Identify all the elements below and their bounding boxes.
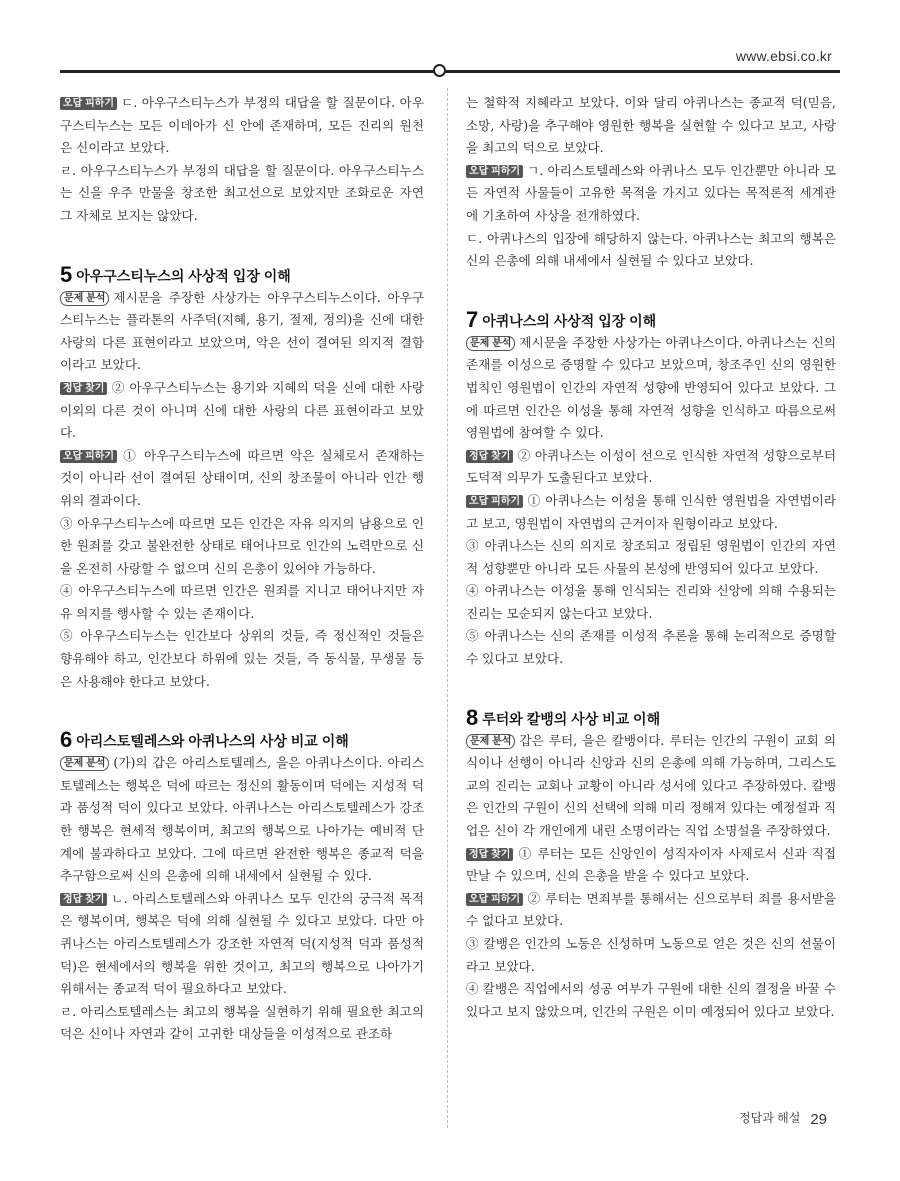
paragraph — [466, 445, 836, 490]
paragraph — [60, 513, 424, 581]
paragraph-text: 제시문을 주장한 사상가는 아우구스티누스이다. 아우구스티누스는 플라톤의 사주덕(지혜, 용기, 절제, 정의)을 신에 대한 사랑의 다른 표현이라고 보았으며, 악은 선이 결여된 의지적 결함이라고 보았다. — [60, 289, 424, 373]
correct-answer-tag: 정답 찾기 — [466, 450, 513, 463]
page-number: 29 — [810, 1111, 827, 1128]
paragraph-text: ③ 칼뱅은 인간의 노동은 신성하며 노동으로 얻은 것은 신의 선물이라고 보았다. — [466, 936, 836, 974]
section-title-text: 루터와 칼뱅의 사상 비교 이해 — [482, 710, 661, 727]
section-title-text: 아리스토텔레스와 아퀴나스의 사상 비교 이해 — [76, 733, 349, 750]
paragraph-text: ④ 칼뱅은 직업에서의 성공 여부가 구원에 대한 신의 결정을 바꿀 수 있다고 보지 않았으며, 인간의 구원은 이미 예정되어 있다고 보았다. — [466, 981, 836, 1019]
paragraph — [60, 377, 424, 445]
paragraph-text: ㄱ. 아리스토텔레스와 아퀴나스 모두 인간뿐만 아니라 모든 자연적 사물들이 고유한 목적을 가지고 있다는 목적론적 세계관에 기초하여 사상을 전개하였다. — [466, 162, 836, 223]
section-title — [60, 729, 424, 752]
paragraph — [466, 843, 836, 888]
section-title-text: 아우구스티누스의 사상적 입장 이해 — [76, 267, 291, 284]
paragraph — [466, 730, 836, 843]
paragraph — [466, 228, 836, 273]
paragraph-text: (가)의 갑은 아리스토텔레스, 을은 아퀴나스이다. 아리스토텔레스는 행복은 덕에 따르는 정신의 활동이며 덕에는 지성적 덕과 품성적 덕이 있다고 보았다. 아퀴나스는 아리스토텔레스가 강조한 행복은 현세적 행복이며, 최고의 행복으로 나아가는 예비적 단계에 불과하다고 보았다. 그에 따르면 완전한 행복은 종교적 덕을 추구함으로써 신의 은총에 의해 내세에서 실현될 수 있다. — [60, 755, 424, 884]
paragraph — [466, 933, 836, 978]
paragraph — [60, 625, 424, 693]
paragraph-text: ④ 아우구스티누스에 따르면 인간은 원죄를 지니고 태어나지만 자유 의지를 행사할 수 있는 존재이다. — [60, 583, 424, 621]
section-title — [466, 306, 836, 332]
paragraph-text: ⑤ 아퀴나스는 신의 존재를 이성적 추론을 통해 논리적으로 증명할 수 있다고 보았다. — [466, 628, 836, 667]
paragraph-text: ① 아퀴나스는 이성을 통해 인식한 영원법을 자연법이라고 보고, 영원법이 자연법의 근거이자 원형이라고 보았다. — [466, 492, 836, 531]
wrong-answer-tag: 오답 피하기 — [466, 165, 523, 178]
section-title — [466, 704, 836, 730]
header-rule-dot — [433, 64, 446, 77]
footer-label: 정답과 해설 — [739, 1111, 801, 1125]
section-number: 5 — [60, 261, 73, 287]
paragraph — [466, 160, 836, 228]
right-column — [466, 92, 836, 1023]
paragraph-text: ③ 아우구스티누스에 따르면 모든 인간은 자유 의지의 남용으로 인한 원죄를 갖고 불완전한 상태로 태어나므로 인간의 노력만으로 신을 온전히 사랑할 수 없으며 신의 은총이 있어야 가능하다. — [60, 515, 424, 576]
paragraph-text: ① 루터는 모든 신앙인이 성직자이자 사제로서 신과 직접 만날 수 있으며, 신의 은총을 받을 수 있다고 보았다. — [466, 845, 836, 884]
left-column — [60, 92, 424, 1046]
section-title — [60, 261, 424, 287]
paragraph — [466, 92, 836, 160]
wrong-answer-tag: 오답 피하기 — [60, 97, 117, 110]
paragraph-text: ② 아우구스티누스는 용기와 지혜의 덕을 신에 대한 사랑 이외의 다른 것이 아니며 신에 대한 사랑의 다른 표현이라고 보았다. — [60, 379, 424, 441]
correct-answer-tag: 정답 찾기 — [60, 382, 107, 395]
paragraph-text: ㄷ. 아우구스티누스가 부정의 대답을 할 질문이다. 아우구스티누스는 모든 이데아가 신 안에 존재하며, 모든 진리의 원천은 신이라고 보았다. — [60, 95, 424, 156]
wrong-answer-tag: 오답 피하기 — [60, 450, 117, 463]
paragraph — [60, 287, 424, 377]
paragraph-text: 갑은 루터, 을은 칼뱅이다. 루터는 인간의 구원이 교회 의식이나 선행이 아니라 신앙과 신의 은총에 의해 가능하며, 그리스도교의 진리는 교회나 교황이 아니라 성서에 있다고 주장하였다. 칼뱅은 인간의 구원이 신의 선택에 의해 미리 정해져 있다는 예정설과 직업은 신이 각 개인에게 내린 소명이라는 직업 소명설을 주장하였다. — [466, 732, 836, 839]
paragraph — [60, 580, 424, 625]
paragraph-text: ④ 아퀴나스는 이성을 통해 인식되는 진리와 신앙에 의해 수용되는 진리는 모순되지 않는다고 보았다. — [466, 583, 836, 621]
paragraph — [60, 752, 424, 888]
paragraph-text: ㄹ. 아우구스티누스가 부정의 대답을 할 질문이다. 아우구스티누스는 신을 우주 만물을 창조한 최고선으로 보았지만 조화로운 자연 그 자체로 보지는 않았다. — [60, 162, 424, 223]
paragraph-text: ㄹ. 아리스토텔레스는 최고의 행복을 실현하기 위해 필요한 최고의 덕은 신이나 자연과 같이 고귀한 대상들을 이성적으로 관조하 — [60, 1003, 424, 1042]
header-rule — [60, 70, 840, 73]
paragraph — [60, 1001, 424, 1046]
site-url: www.ebsi.co.kr — [735, 48, 832, 64]
analysis-tag: 문제 분석 — [466, 336, 515, 351]
analysis-tag: 문제 분석 — [466, 734, 515, 749]
paragraph — [466, 332, 836, 445]
paragraph — [466, 978, 836, 1023]
paragraph-text: ② 루터는 면죄부를 통해서는 신으로부터 죄를 용서받을 수 없다고 보았다. — [466, 890, 836, 929]
paragraph — [60, 888, 424, 1001]
paragraph — [466, 535, 836, 580]
paragraph — [466, 490, 836, 535]
analysis-tag: 문제 분석 — [60, 291, 109, 306]
section-number: 8 — [466, 704, 479, 730]
paragraph-text: ㄴ. 아리스토텔레스와 아퀴나스 모두 인간의 궁극적 목적은 행복이며, 행복은 덕에 의해 실현될 수 있다고 보았다. 다만 아퀴나스는 아리스토텔레스가 강조한 자연적 덕(지성적 덕과 품성적 덕)은 현세에서의 행복을 위한 것이고, 최고의 행복으로 나아가기 위해서는 종교적 덕이 필요하다고 보았다. — [60, 890, 424, 997]
paragraph — [60, 92, 424, 160]
wrong-answer-tag: 오답 피하기 — [466, 893, 523, 906]
section-title-text: 아퀴나스의 사상적 입장 이해 — [482, 312, 657, 329]
section-number: 7 — [466, 306, 479, 332]
paragraph-text: ③ 아퀴나스는 신의 의지로 창조되고 정립된 영원법이 인간의 자연적 성향뿐만 아니라 모든 사물의 본성에 반영되어 있다고 보았다. — [466, 538, 836, 576]
paragraph — [60, 160, 424, 228]
paragraph-text: ㄷ. 아퀴나스의 입장에 해당하지 않는다. 아퀴나스는 최고의 행복은 신의 은총에 의해 내세에서 실현될 수 있다고 보았다. — [466, 230, 836, 269]
paragraph — [466, 625, 836, 670]
paragraph — [466, 888, 836, 933]
paragraph-text: ① 아우구스티누스에 따르면 악은 실체로서 존재하는 것이 아니라 선이 결여된 상태이며, 신의 창조물이 아니라 인간 행위의 결과이다. — [60, 447, 424, 508]
analysis-tag: 문제 분석 — [60, 756, 109, 771]
correct-answer-tag: 정답 찾기 — [60, 893, 107, 906]
correct-answer-tag: 정답 찾기 — [466, 848, 513, 861]
paragraph — [60, 445, 424, 513]
section-number: 6 — [60, 727, 73, 753]
paragraph-text: ② 아퀴나스는 이성이 선으로 인식한 자연적 성향으로부터 도덕적 의무가 도출된다고 보았다. — [466, 447, 836, 486]
paragraph — [466, 580, 836, 625]
page-footer — [739, 1109, 827, 1129]
wrong-answer-tag: 오답 피하기 — [466, 495, 523, 508]
column-divider — [447, 88, 448, 1128]
paragraph-text: 제시문을 주장한 사상가는 아퀴나스이다. 아퀴나스는 신의 존재를 이성으로 증명할 수 있다고 보았으며, 창조주인 신의 영원한 법칙인 영원법이 인간의 자연적 성향에 반영되어 있다고 보았다. 그에 따르면 인간은 이성을 통해 자연적 성향을 인식하고 따름으로써 영원법에 참여할 수 있다. — [466, 334, 836, 441]
paragraph-text: 는 철학적 지혜라고 보았다. 이와 달리 아퀴나스는 종교적 덕(믿음, 소망, 사랑)을 추구해야 영원한 행복을 실현할 수 있다고 보고, 사랑을 최고의 덕으로 보았다. — [466, 95, 836, 156]
paragraph-text: ⑤ 아우구스티누스는 인간보다 상위의 것들, 즉 정신적인 것들은 향유해야 하고, 인간보다 하위에 있는 것들, 즉 동식물, 무생물 등은 사용해야 한다고 보았다. — [60, 628, 424, 689]
